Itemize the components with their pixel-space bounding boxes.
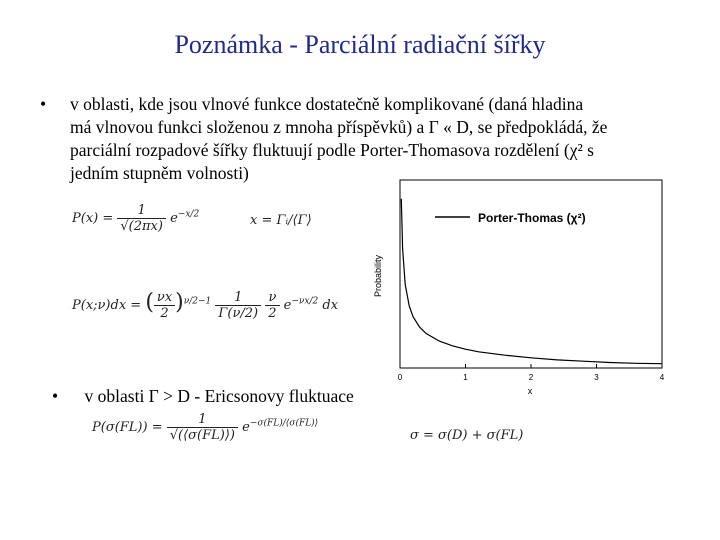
formula-fraction xyxy=(167,412,238,443)
formula-denominator: 2 xyxy=(268,306,277,321)
formula-power: ν/2−1 xyxy=(183,296,212,307)
x-tick-label: 4 xyxy=(659,373,665,382)
x-tick-label: 3 xyxy=(594,373,599,382)
formula-exp-base: e xyxy=(242,420,250,435)
y-axis-label: Probability xyxy=(373,254,383,298)
formula-fraction xyxy=(117,203,166,234)
formula-exp-base: e xyxy=(283,298,292,313)
formula-numerator: 1 xyxy=(117,203,166,219)
formula-cross-section: σ = σ(D) + σ(FL) xyxy=(410,428,524,443)
formula-ericson xyxy=(92,412,318,443)
bullet-text: v oblasti Γ > D - Ericsonovy fluktuace xyxy=(84,386,354,406)
chart-frame xyxy=(400,180,662,368)
bullet-text: v oblasti, kde jsou vlnové funkce dostatečně komplikované (daná hladina má vlnovou funkci složenou z mnoha příspěvků) a Γ « D, se předpokládá, že parciální rozpadové šířky fluktuují podle Porter-Thomasova rozdělení (χ² s jedním stupněm volnosti) xyxy=(70,94,608,183)
formula-exponent: −x/2 xyxy=(177,209,200,220)
bullet-marker: • xyxy=(52,386,59,406)
formula-exp-base: e xyxy=(170,211,178,226)
formula-exponent: −σ(FL)/⟨σ(FL)⟩ xyxy=(249,418,319,429)
formula-numerator: 1 xyxy=(167,412,238,428)
page-title: Poznámka - Parciální radiační šířky xyxy=(174,30,546,59)
formula-numerator: ν xyxy=(265,290,279,306)
legend-label: Porter-Thomas (χ²) xyxy=(478,211,586,225)
formula-lhs: P(x;ν)dx = xyxy=(72,298,142,313)
formula-numerator: 1 xyxy=(215,290,261,306)
formula-lhs: P(x) = xyxy=(72,211,114,226)
formula-fraction xyxy=(154,290,175,321)
porter-thomas-chart xyxy=(360,172,680,402)
bullet-ericson xyxy=(52,385,354,408)
formula-fraction xyxy=(265,290,279,321)
x-tick-label: 0 xyxy=(397,373,403,382)
x-tick-label: 1 xyxy=(463,373,468,382)
formula-lhs: P(σ(FL)) = xyxy=(92,420,163,435)
x-axis-label: x xyxy=(527,386,533,396)
formula-denominator: 2 xyxy=(160,306,169,321)
formula-denominator: √(2πx) xyxy=(120,219,163,234)
bullet-marker: • xyxy=(40,94,47,114)
formula-porter-thomas xyxy=(72,203,199,234)
formula-tail: dx xyxy=(322,298,339,313)
formula-chi-square: P(x;ν)dx = ( $\frac{\nu x}{2}$ )$^{\nu/2-1}$ $\frac{1}{\Gamma(\nu/2)}$ $\frac{\nu}{2}$ $e^{-\nu x/2}$ dx xyxy=(72,290,339,321)
x-tick-label: 2 xyxy=(528,373,534,382)
formula-exponent: −νx/2 xyxy=(291,296,319,307)
formula-denominator: √(⟨σ(FL)⟩) xyxy=(169,428,235,443)
formula-numerator: νx xyxy=(154,290,175,306)
formula-x-definition: x = Γᵢ/⟨Γ⟩ xyxy=(250,213,312,228)
formula-denominator: Γ(ν/2) xyxy=(218,306,259,321)
formula-fraction xyxy=(215,290,261,321)
